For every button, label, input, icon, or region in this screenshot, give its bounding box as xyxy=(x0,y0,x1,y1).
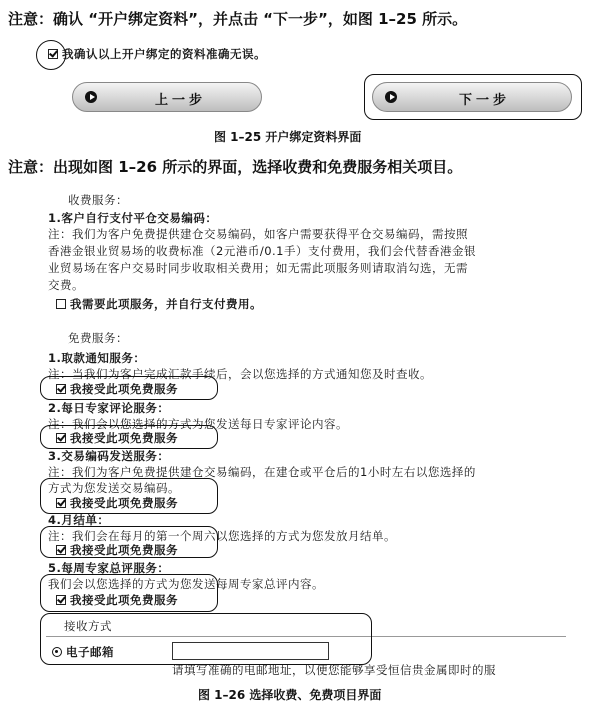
paid-item-1-desc-1: 注：我们为客户免费提供建仓交易编码，如客户需要获得平仓交易编码，需按照 xyxy=(48,227,468,241)
free-item-1-checkbox-row[interactable] xyxy=(56,381,178,397)
free-service-checkbox-label: 我接受此项免费服务 xyxy=(70,382,178,396)
free-service-checkbox[interactable] xyxy=(56,545,66,555)
free-item-4-title: 4.月结单： xyxy=(48,513,110,527)
note-select-services: 注意：出现如图 1–26 所示的界面，选择收费和免费服务相关项目。 xyxy=(8,158,463,176)
paid-item-1-desc-3: 业贸易场在客户交易时同步收取相关费用；如无需此项服务则请取消勾选，无需 xyxy=(48,261,468,275)
free-item-1-desc: 注：当我们为客户完成汇款手续后，会以您选择的方式通知您及时查收。 xyxy=(48,367,432,381)
free-item-1-title: 1.取款通知服务： xyxy=(48,351,146,365)
play-icon xyxy=(85,91,97,103)
free-item-3-title: 3.交易编码发送服务： xyxy=(48,449,170,463)
free-service-checkbox[interactable] xyxy=(56,498,66,508)
email-option-row[interactable] xyxy=(52,644,114,660)
free-item-5-title: 5.每周专家总评服务： xyxy=(48,561,170,575)
free-item-5-desc: 我们会以您选择的方式为您发送每周专家总评内容。 xyxy=(48,577,324,591)
next-step-label: 下一步 xyxy=(459,93,511,108)
free-service-checkbox[interactable] xyxy=(56,433,66,443)
paid-service-checkbox[interactable] xyxy=(56,299,66,309)
figure-1-25-caption: 图 1–25 开户绑定资料界面 xyxy=(214,130,362,144)
free-item-5-checkbox-row[interactable] xyxy=(56,592,178,608)
free-item-4-checkbox-row[interactable] xyxy=(56,542,178,558)
note-confirm-binding: 注意：确认 “开户绑定资料”，并点击 “下一步”，如图 1–25 所示。 xyxy=(8,10,468,28)
paid-item-1-desc-4: 交费。 xyxy=(48,278,84,292)
email-input[interactable] xyxy=(172,642,329,660)
prev-step-label: 上一步 xyxy=(155,93,207,108)
paid-service-checkbox-label: 我需要此项服务，并自行支付费用。 xyxy=(70,297,262,311)
prev-step-button[interactable] xyxy=(72,82,262,112)
free-service-checkbox-label: 我接受此项免费服务 xyxy=(70,496,178,510)
free-service-checkbox-label: 我接受此项免费服务 xyxy=(70,431,178,445)
free-item-2-title: 2.每日专家评论服务： xyxy=(48,401,170,415)
free-item-4-desc: 注：我们会在每月的第一个周六以您选择的方式为您发放月结单。 xyxy=(48,529,396,543)
figure-1-26-caption: 图 1–26 选择收费、免费项目界面 xyxy=(198,688,382,702)
free-service-checkbox[interactable] xyxy=(56,384,66,394)
confirm-label: 我确认以上开户绑定的资料准确无误。 xyxy=(62,47,266,61)
free-item-3-desc-2: 方式为您发送交易编码。 xyxy=(48,481,180,495)
receive-method-title: 接收方式 xyxy=(64,619,112,633)
free-service-checkbox-label: 我接受此项免费服务 xyxy=(70,593,178,607)
confirm-row[interactable] xyxy=(48,46,266,62)
paid-item-1-desc-2: 香港金银业贸易场的收费标准（2元港币/0.1手）支付费用，我们会代替香港金银 xyxy=(48,244,476,258)
free-item-2-checkbox-row[interactable] xyxy=(56,430,178,446)
email-hint: 请填写准确的电邮地址，以便您能够享受恒信贵金属即时的服 xyxy=(172,663,496,677)
paid-section-title: 收费服务： xyxy=(68,193,128,207)
paid-item-1-title: 1.客户自行支付平仓交易编码： xyxy=(48,211,218,225)
free-item-2-desc: 注：我们会以您选择的方式为您发送每日专家评论内容。 xyxy=(48,417,348,431)
free-service-checkbox[interactable] xyxy=(56,595,66,605)
free-section-title: 免费服务： xyxy=(68,331,128,345)
free-service-checkbox-label: 我接受此项免费服务 xyxy=(70,543,178,557)
confirm-checkbox[interactable] xyxy=(48,49,58,59)
free-item-3-desc-1: 注：我们为客户免费提供建仓交易编码，在建仓或平仓后的1小时左右以您选择的 xyxy=(48,465,476,479)
email-radio[interactable] xyxy=(52,647,62,657)
email-option-label: 电子邮箱 xyxy=(66,645,114,659)
free-item-3-checkbox-row[interactable] xyxy=(56,495,178,511)
paid-item-1-checkbox-row[interactable] xyxy=(56,296,262,312)
highlight-frame xyxy=(364,74,582,120)
